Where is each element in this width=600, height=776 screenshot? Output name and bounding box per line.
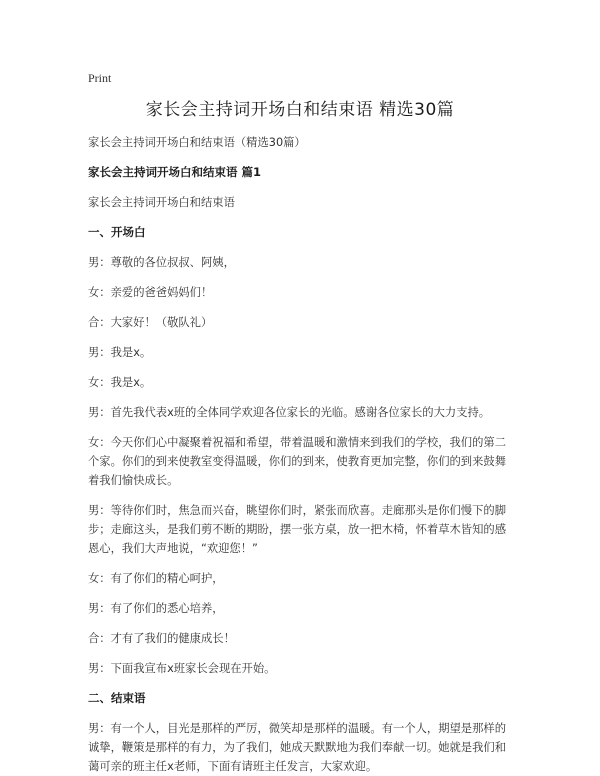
- closing-heading: 二、结束语: [88, 691, 146, 705]
- opening-line: 男：尊敬的各位叔叔、阿姨，: [88, 256, 235, 269]
- section-intro: 家长会主持词开场白和结束语: [88, 196, 235, 209]
- opening-line: 女：亲爱的爸爸妈妈们！: [88, 286, 213, 299]
- section-heading: 家长会主持词开场白和结束语 篇1: [88, 165, 262, 179]
- opening-line: 男：首先我代表x班的全体同学欢迎各位家长的光临。感谢各位家长的大力支持。: [88, 406, 491, 419]
- opening-line: 男：下面我宣布x班家长会现在开始。: [88, 662, 276, 675]
- print-label: Print: [88, 71, 112, 85]
- opening-heading: 一、开场白: [88, 225, 146, 239]
- opening-line: 合：才有了我们的健康成长！: [88, 632, 235, 645]
- document-title: 家长会主持词开场白和结束语 精选30篇: [145, 100, 455, 120]
- opening-line: 男：我是x。: [88, 346, 152, 359]
- opening-line: 男：有了你们的悉心培养，: [88, 602, 224, 615]
- subtitle: 家长会主持词开场白和结束语（精选30篇）: [88, 136, 306, 149]
- opening-line: 女：我是x。: [88, 376, 152, 389]
- opening-line: 女：有了你们的精心呵护，: [88, 572, 224, 585]
- closing-paragraph: 男：有一个人，目光是那样的严厉，微笑却是那样的温暖。有一个人，期望是那样的诚挚，鞭策是那样的有力，为了我们，她成天默默地为我们奉献一切。她就是我们和蔼可亲的班主任x老师，下面有请班主任发言，大家欢迎。: [88, 722, 506, 773]
- opening-line: 合：大家好！（敬队礼）: [88, 316, 213, 329]
- opening-paragraph: 女：今天你们心中凝聚着祝福和希望，带着温暖和激情来到我们的学校，我们的第二个家。你们的到来使教室变得温暖，你们的到来，使教育更加完整，你们的到来鼓舞着我们愉快成长。: [88, 436, 506, 487]
- opening-paragraph: 男：等待你们时，焦急而兴奋，眺望你们时，紧张而欣喜。走廊那头是你们慢下的脚步；走廊这头，是我们剪不断的期盼，摆一张方桌，放一把木椅，怀着草木皆知的感恩心，我们大声地说，“欢迎您！”: [88, 504, 506, 555]
